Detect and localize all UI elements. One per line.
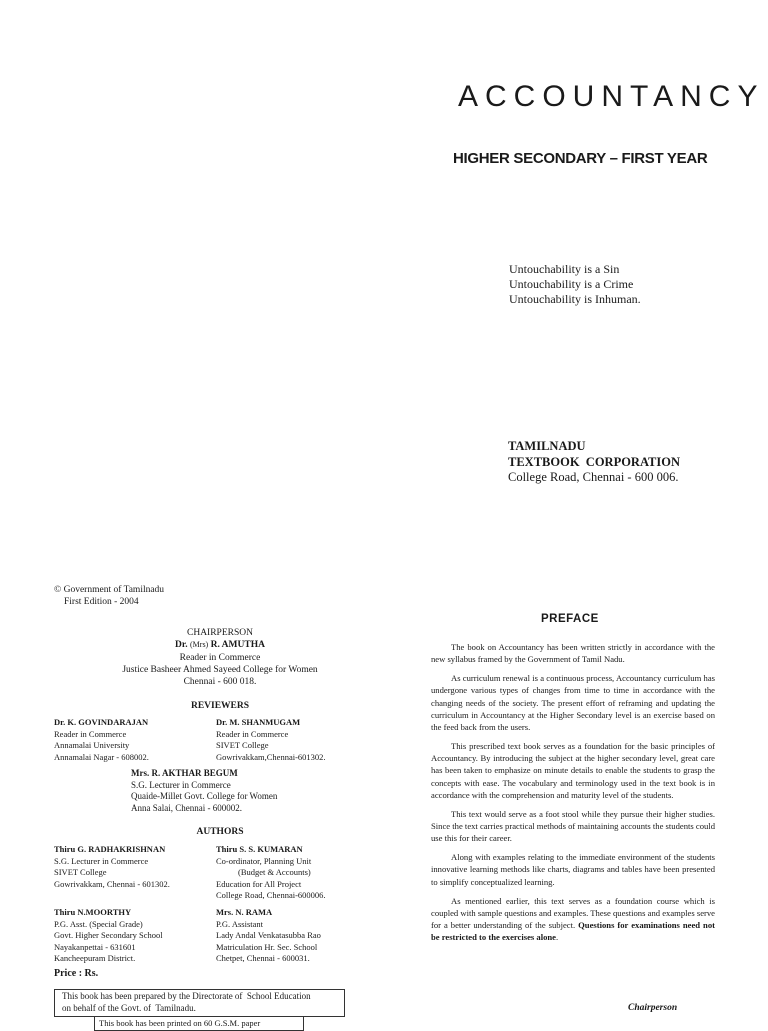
chairperson-role: Reader in Commerce: [179, 652, 261, 663]
author-detail: S.G. Lecturer in Commerce: [54, 855, 149, 866]
reviewer-entry: [54, 717, 149, 763]
directorate-note-box: [54, 989, 345, 1017]
chairperson-name: Dr. (Mrs) R. AMUTHA: [175, 640, 265, 651]
author-detail: Nayakanpettai - 631601: [54, 941, 136, 952]
motto-block: [509, 262, 641, 307]
publisher-name-line2: TEXTBOOK CORPORATION: [508, 454, 681, 469]
note-line: on behalf of the Govt. of Tamilnadu.: [62, 1002, 196, 1013]
author-name: Thiru S. S. KUMARAN: [216, 844, 303, 854]
reviewer-detail: Gowrivakkam,Chennai-601302.: [216, 751, 326, 762]
authors-heading: AUTHORS: [196, 827, 244, 837]
author-name: Thiru G. RADHAKRISHNAN: [54, 844, 166, 854]
author-entry: [54, 907, 163, 965]
motto-line: Untouchability is a Sin: [509, 262, 620, 276]
chairperson-city: Chennai - 600 018.: [183, 677, 257, 688]
edition-line: First Edition - 2004: [64, 597, 139, 607]
copyright-block: [54, 584, 164, 608]
chairperson-block: [40, 627, 400, 688]
preface-paragraph: This prescribed text book serves as a foundation for the basic principles of Accountancy. By introducing the subject at the higher secondary level, great care has been taken to emphasize on minute details to enable the students to grasp the concepts with ease. The vocabulary and terminology used in the text book is in accordance with the comprehension and maturity level of the students.: [431, 741, 715, 800]
motto-line: Untouchability is a Crime: [509, 277, 634, 291]
author-detail: P.G. Assistant: [216, 918, 263, 929]
author-detail: Lady Andal Venkatasubba Rao: [216, 930, 321, 940]
author-detail: Co-ordinator, Planning Unit: [216, 855, 312, 866]
preface-paragraph: As curriculum renewal is a continuous process, Accountancy curriculum has undergone various types of changes from time to time in accordance with the changing needs of the society. The present effort of reframing and updating the curriculum in Accountancy at the Higher Secondary level is an exercise based on the feed back from the users.: [431, 673, 715, 733]
preface-bold-note: Questions for examinations need not be restricted to the exercises alone: [431, 920, 715, 943]
reviewer-entry: [216, 717, 326, 763]
note-line: This book has been prepared by the Directorate of School Education: [62, 991, 311, 1001]
book-title: ACCOUNTANCY: [458, 80, 765, 113]
preface-paragraph: Along with examples relating to the immediate environment of the students innovative learning methods like charts, diagrams and tables have been presented to simplify conceptualized learning.: [431, 852, 715, 887]
preface-paragraph-last: As mentioned earlier, this text serves as a foundation course which is coupled with sample questions and examples. These questions and examples serve for a better understanding of the subject. Questions for examinations need not be restricted to the exercises alone.: [431, 895, 715, 943]
author-detail: Kancheepuram District.: [54, 953, 136, 963]
reviewer-detail: Annamalai University: [54, 740, 130, 750]
reviewer-detail: Reader in Commerce: [54, 728, 127, 739]
author-entry: [54, 844, 170, 890]
publisher-block: [508, 439, 680, 486]
reviewer-entry: [131, 768, 277, 814]
author-detail: Govt. Higher Secondary School: [54, 930, 163, 940]
reviewer-detail: Annamalai Nagar - 608002.: [54, 751, 149, 762]
author-detail: Gowrivakkam, Chennai - 601302.: [54, 878, 170, 889]
author-detail: (Budget & Accounts): [238, 867, 311, 877]
chairperson-college: Justice Basheer Ahmed Sayeed College for Women: [122, 664, 318, 675]
chairperson-heading: CHAIRPERSON: [187, 628, 253, 638]
author-entry: [216, 907, 321, 965]
book-subtitle: HIGHER SECONDARY – FIRST YEAR: [453, 150, 708, 167]
motto-line: Untouchability is Inhuman.: [509, 292, 641, 306]
reviewer-name: Dr. M. SHANMUGAM: [216, 717, 301, 727]
author-detail: SIVET College: [54, 867, 107, 877]
author-detail: P.G. Asst. (Special Grade): [54, 918, 143, 929]
copyright-line: © Government of Tamilnadu: [54, 585, 165, 595]
paper-note: This book has been printed on 60 G.S.M. paper: [99, 1018, 261, 1028]
price-label: Price : Rs.: [54, 968, 99, 979]
reviewer-detail: Reader in Commerce: [216, 728, 289, 739]
author-entry: [216, 844, 326, 902]
author-name: Mrs. N. RAMA: [216, 907, 273, 917]
reviewer-detail: S.G. Lecturer in Commerce: [131, 779, 231, 790]
preface-body: [431, 641, 715, 950]
preface-paragraph: The book on Accountancy has been written strictly in accordance with the new syllabus framed by the Government of Tamil Nadu.: [431, 642, 715, 665]
reviewer-detail: Anna Salai, Chennai - 600002.: [131, 802, 242, 813]
reviewer-name: Dr. K. GOVINDARAJAN: [54, 717, 149, 727]
publisher-name-line1: TAMILNADU: [508, 439, 586, 453]
reviewer-detail: SIVET College: [216, 740, 269, 750]
author-name: Thiru N.MOORTHY: [54, 907, 132, 917]
reviewer-name: Mrs. R. AKTHAR BEGUM: [131, 768, 238, 778]
preface-signature: Chairperson: [628, 1003, 678, 1013]
preface-paragraph: This text would serve as a foot stool while they pursue their higher studies. Since the text carries practical methods of maintaining accounts the students could use this for their career.: [431, 808, 715, 844]
preface-heading: PREFACE: [541, 613, 599, 625]
author-detail: Chetpet, Chennai - 600031.: [216, 953, 310, 963]
author-detail: Matriculation Hr. Sec. School: [216, 941, 318, 952]
author-detail: College Road, Chennai-600006.: [216, 890, 326, 900]
reviewers-heading: REVIEWERS: [190, 701, 250, 711]
author-detail: Education for All Project: [216, 878, 302, 889]
publisher-address: College Road, Chennai - 600 006.: [508, 470, 679, 484]
reviewer-detail: Quaide-Millet Govt. College for Women: [131, 791, 278, 801]
